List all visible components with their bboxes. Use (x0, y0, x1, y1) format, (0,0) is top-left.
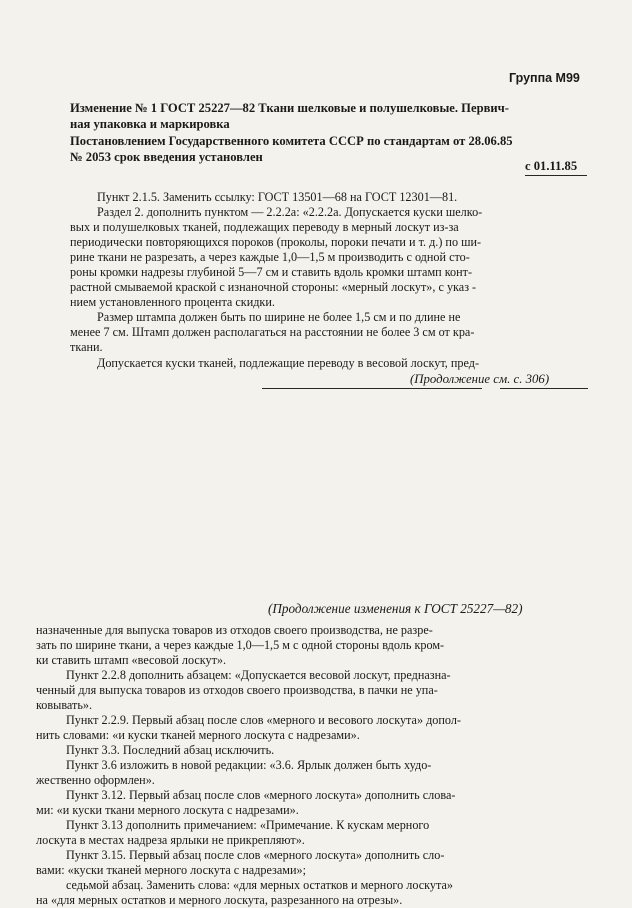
text-line: ки ставить штамп «весовой лоскут». (36, 653, 227, 667)
text-line: Размер штампа должен быть по ширине не более 1,5 см и по длине не (97, 310, 461, 324)
text-line: Пункт 3.13 дополнить примечанием: «Примечание. К кускам мерного (66, 818, 430, 832)
text-line: на «для мерных остатков и мерного лоскута, разрезанного на отрезы». (36, 893, 403, 907)
text-line: назначенные для выпуска товаров из отходов своего производства, не разре- (36, 623, 433, 637)
text-line: роны кромки надрезы глубиной 5—7 см и ставить вдоль кромки штамп конт- (70, 265, 473, 279)
text-line: растной смываемой краской с изнаночной стороны: «мерный лоскут», с указ - (70, 280, 477, 294)
text-line: Раздел 2. дополнить пунктом — 2.2.2а: «2.2.2а. Допускается куски шелко- (97, 205, 483, 219)
text-line: Пункт 2.2.9. Первый абзац после слов «мерного и весового лоскута» допол- (66, 713, 461, 727)
decree-line-2: № 2053 срок введения установлен (70, 150, 263, 164)
text-line: вами: «куски тканей мерного лоскута с надрезами»; (36, 863, 306, 877)
text-line: Пункт 2.2.8 дополнить абзацем: «Допускается весовой лоскут, предназна- (66, 668, 451, 682)
text-line: зать по ширине ткани, а через каждые 1,0—1,5 м с одной стороны вдоль кром- (36, 638, 445, 652)
text-line: менее 7 см. Штамп должен располагаться на расстоянии не более 3 см от кра- (70, 325, 475, 339)
text-line: Пункт 2.1.5. Заменить ссылку: ГОСТ 13501—68 на ГОСТ 12301—81. (97, 190, 458, 204)
text-line: Пункт 3.6 изложить в новой редакции: «3.6. Ярлык должен быть худо- (66, 758, 432, 772)
text-line: нить словами: «и куски тканей мерного лоскута с надрезами». (36, 728, 360, 742)
text-line: седьмой абзац. Заменить слова: «для мерных остатков и мерного лоскута» (66, 878, 453, 892)
text-line: Пункт 3.12. Первый абзац после слов «мерного лоскута» дополнить слова- (66, 788, 456, 802)
effective-date-underline (525, 175, 587, 176)
text-line: ковывать». (36, 698, 93, 712)
amendment-title-line-1: Изменение № 1 ГОСТ 25227—82 Ткани шелковые и полушелковые. Первич- (70, 101, 509, 115)
amendment-title-line-2: ная упаковка и маркировка (70, 117, 230, 131)
text-line: периодически повторяющихся пороков (проколы, пороки печати и т. д.) по ши- (70, 235, 482, 249)
text-line: Допускается куски тканей, подлежащие переводу в весовой лоскут, пред- (97, 356, 480, 370)
text-line: лоскута в местах надреза ярлыки не прикрепляют». (36, 833, 305, 847)
text-line: ми: «и куски ткани мерного лоскута с надрезами». (36, 803, 299, 817)
text-line: рине ткани не разрезать, а через каждые 1,0—1,5 м производить с одной сто- (70, 250, 470, 264)
text-line: вых и полушелковых тканей, подлежащих переводу в мерный лоскут из-за (70, 220, 459, 234)
effective-date: с 01.11.85 (525, 159, 578, 173)
continuation-header: (Продолжение изменения к ГОСТ 25227—82) (268, 601, 523, 616)
group-code: Группа М99 (509, 71, 580, 85)
text-line: нием установленного процента скидки. (70, 295, 275, 309)
separator-rule (262, 388, 482, 389)
text-line: Пункт 3.15. Первый абзац после слов «мерного лоскута» дополнить сло- (66, 848, 445, 862)
text-line: ченный для выпуска товаров из отходов своего производства, в пачки не упа- (36, 683, 438, 697)
text-line: Пункт 3.3. Последний абзац исключить. (66, 743, 275, 757)
separator-rule-short (500, 388, 588, 389)
decree-line-1: Постановлением Государственного комитета СССР по стандартам от 28.06.85 (70, 134, 513, 148)
text-line: ткани. (70, 340, 103, 354)
text-line: жественно оформлен». (36, 773, 155, 787)
continuation-note: (Продолжение см. с. 306) (410, 372, 550, 386)
